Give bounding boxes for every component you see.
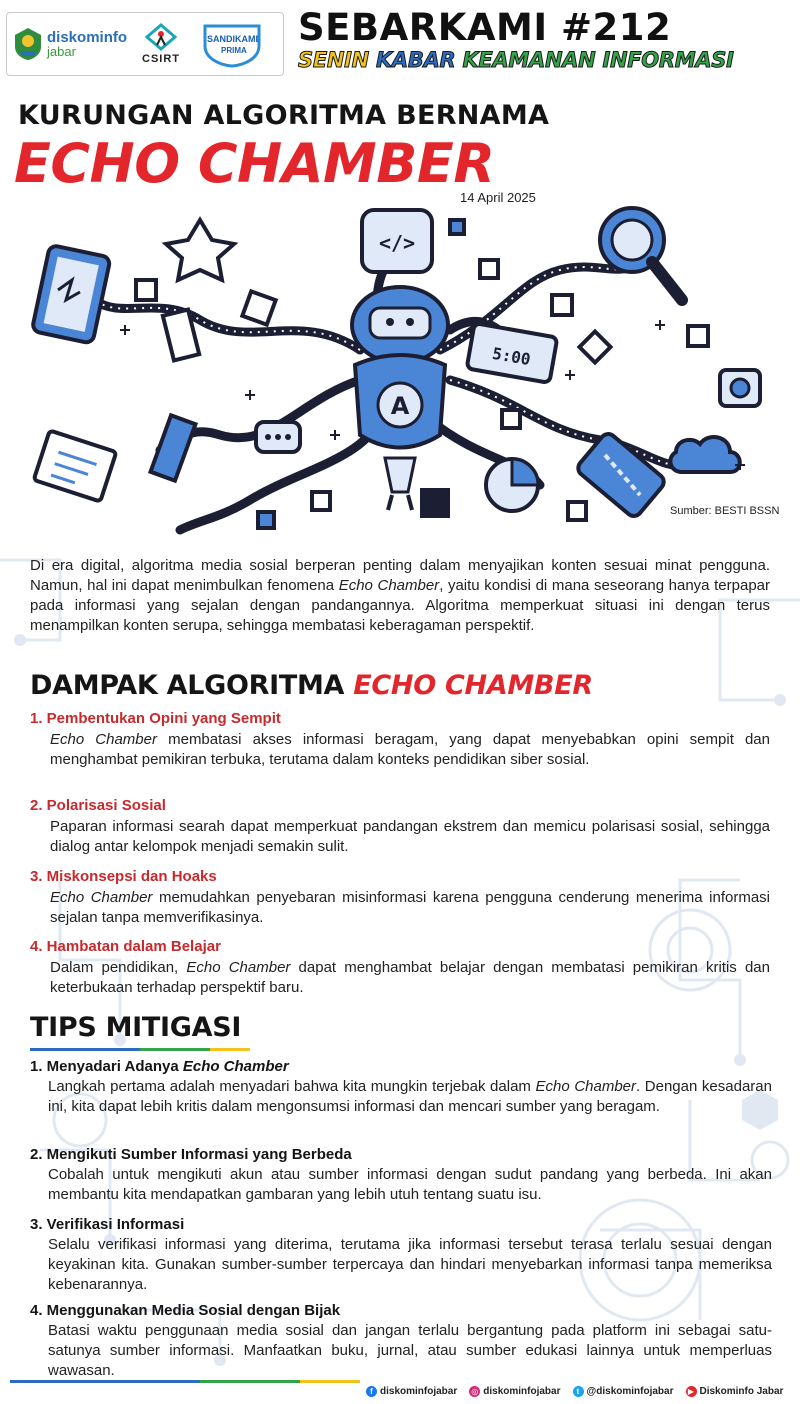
intro-text-a: Di era digital, algoritma media sosial berperan penting dalam menyajikan konten sesuai minat pengguna. Namun, hal ini dapat menimbulkan fenomena (30, 557, 770, 594)
tip-item-1-body (48, 1077, 772, 1117)
image-source: Sumber: BESTI BSSN (670, 505, 780, 517)
tip-item-2-body: Cobalah untuk mengikuti akun atau sumber informasi dengan sudut pandang yang berbeda. Ini akan membantu kita mendapatkan gambaran yang lebih utuh tentang suatu isu. (48, 1166, 772, 1203)
social-footer (366, 1386, 783, 1397)
intro-text-c: , yaitu kondisi di mana seseorang hanya terpapar pada informasi yang sejalan dengan pandangannya. Algoritma memperkuat situasi ini dengan terus menampilkan konten serupa, sehingga membatasi keberagaman perspektif. (30, 577, 770, 634)
logo-diskominfo (13, 27, 127, 61)
impact-item-3-body-a: Echo Chamber (50, 889, 153, 906)
impact-item-1-heading: 1. Pembentukan Opini yang Sempit (30, 710, 281, 727)
tablet-icon (32, 245, 111, 344)
phone-icon (575, 431, 667, 519)
logo-diskominfo-text-2: minfo (86, 29, 128, 46)
robot-icon (352, 287, 448, 510)
jabar-emblem-icon (13, 27, 43, 61)
facebook-link[interactable] (366, 1386, 457, 1397)
tip-item-1 (30, 1058, 772, 1117)
impact-item-2-body: Paparan informasi searah dapat memperkuat pandangan ekstrem dan memicu polarisasi sosial, sehingga dialog antar kelompok menjadi semakin sulit. (50, 818, 770, 855)
article-title-line2: ECHO CHAMBER (14, 132, 495, 195)
tip-item-3-heading: 3. Verifikasi Informasi (30, 1216, 185, 1233)
twitter-link[interactable] (573, 1386, 674, 1397)
impact-item-3 (30, 868, 770, 928)
facebook-handle: diskominfojabar (380, 1386, 458, 1397)
tip-item-3-body: Selalu verifikasi informasi yang diterima, terutama jika informasi tersebut terasa terlalu sesuai dengan keyakinan kita. Gunakan sumber-sumber terpercaya dan hindari menyebarkan informasi tanpa memeriksa kebenarannya. (48, 1236, 772, 1293)
footer-bar-yellow (300, 1380, 360, 1383)
cloud-icon (670, 437, 739, 472)
document-icon (34, 430, 117, 501)
code-bubble-icon (362, 210, 432, 272)
youtube-handle: Diskominfo Jabar (699, 1386, 784, 1397)
article-title-line1: KURUNGAN ALGORITMA BERNAMA (18, 100, 550, 131)
sebarkami-title: SEBARKAMI #212 (298, 6, 672, 49)
impacts-title-b: ECHO CHAMBER (353, 670, 593, 701)
magnifier-icon (600, 208, 682, 300)
tips-underline-blue (30, 1048, 140, 1051)
robot-a-label: A (390, 392, 410, 420)
prima-label: PRIMA (221, 46, 247, 55)
clock-label: 5:00 (490, 343, 533, 370)
impact-item-3-body-b: memudahkan penyebaran misinformasi karena pengguna cenderung menerima informasi sejalan tanpa memverifikasinya. (50, 889, 770, 926)
tip-item-1-heading-b: Echo Chamber (182, 1058, 289, 1075)
tip-item-4 (30, 1302, 772, 1381)
impact-item-1-body-a: Echo Chamber (50, 731, 157, 748)
code-bubble-label: </> (378, 231, 416, 255)
tip-item-1-body-c: . Dengan kesadaran ini, kita dapat lebih kritis dalam mengonsumsi informasi dan mencari sumber yang beragam. (48, 1078, 772, 1115)
star-icon (166, 220, 234, 280)
impact-item-1-body-b: membatasi akses informasi beragam, yang dapat menyebabkan opini sempit dan menghambat pemikiran terbuka, terutama dalam konteks pendidikan siber sosial. (50, 731, 770, 768)
tips-underline-yellow (210, 1048, 250, 1051)
tip-item-1-heading (30, 1058, 772, 1075)
youtube-link[interactable] (686, 1386, 784, 1397)
subtitle-keamanan: KEAMANAN INFORMASI (462, 48, 734, 72)
sandikami-label: SANDIKAMI (207, 34, 259, 44)
intro-paragraph (30, 556, 770, 636)
facebook-icon: f (366, 1386, 377, 1397)
impact-item-4-heading: 4. Hambatan dalam Belajar (30, 938, 221, 955)
instagram-handle: diskominfojabar (483, 1386, 561, 1397)
subtitle-kabar: KABAR (375, 48, 456, 72)
impact-item-3-body (50, 888, 770, 928)
impact-item-4-body-b: Echo Chamber (186, 959, 291, 976)
footer-bar-green (200, 1380, 300, 1383)
robot-algorithm-illustration (0, 200, 800, 545)
camera-icon (720, 370, 760, 406)
subtitle-senin: SENIN (298, 48, 369, 72)
tips-title: TIPS MITIGASI (30, 1012, 242, 1043)
impacts-title (30, 670, 593, 701)
tip-item-2-heading: 2. Mengikuti Sumber Informasi yang Berbeda (30, 1146, 352, 1163)
impact-item-1-body (50, 730, 770, 770)
instagram-link[interactable] (469, 1386, 560, 1397)
logo-sandikami (195, 20, 269, 68)
sandikami-shield-icon (195, 20, 269, 68)
pie-chart-icon (486, 459, 538, 511)
article-date: 14 April 2025 (460, 190, 536, 205)
tip-item-4-heading: 4. Menggunakan Media Sosial dengan Bijak (30, 1302, 341, 1319)
intro-text-b: Echo Chamber (338, 577, 440, 594)
tip-item-3 (30, 1216, 772, 1295)
chat-bubble-icon (256, 422, 300, 452)
youtube-icon: ▶ (686, 1386, 697, 1397)
tip-item-1-heading-a: 1. Menyadari Adanya (30, 1058, 183, 1075)
csirt-emblem-icon (133, 23, 189, 53)
logo-bar (6, 12, 284, 76)
impact-item-2 (30, 797, 770, 857)
impact-item-4-body (50, 958, 770, 998)
twitter-handle: @diskominfojabar (586, 1386, 674, 1397)
twitter-icon: t (573, 1386, 584, 1397)
tip-item-4-body: Batasi waktu penggunaan media sosial dan jangan terlalu bergantung pada platform ini sebagai satu-satunya sumber informasi. Manfaatkan buku, jurnal, atau sumber edukasi lainnya untuk memperluas wawasan. (48, 1322, 772, 1379)
digital-clock-icon (467, 323, 558, 383)
tip-item-1-body-a: Langkah pertama adalah menyadari bahwa kita mungkin terjebak dalam (48, 1078, 536, 1095)
impact-item-4 (30, 938, 770, 998)
tips-underline-green (140, 1048, 210, 1051)
logo-csirt (133, 23, 189, 65)
tip-item-1-body-b: Echo Chamber (535, 1078, 637, 1095)
csirt-label: CSIRT (142, 53, 181, 65)
impact-item-4-body-c: dapat menghambat belajar dengan membatasi pemikiran kritis dan keterbukaan terhadap perspektif baru. (50, 959, 770, 996)
impact-item-4-body-a: Dalam pendidikan, (50, 959, 187, 976)
impact-item-3-heading: 3. Miskonsepsi dan Hoaks (30, 868, 217, 885)
impact-item-2-heading: 2. Polarisasi Sosial (30, 797, 166, 814)
impact-item-1 (30, 710, 770, 770)
impacts-title-a: DAMPAK ALGORITMA (30, 670, 354, 701)
logo-jabar-text: jabar (47, 44, 76, 59)
instagram-icon: ◎ (469, 1386, 480, 1397)
logo-diskominfo-text: disko (47, 29, 87, 46)
tip-item-2 (30, 1146, 772, 1205)
sebarkami-subtitle (298, 48, 734, 72)
